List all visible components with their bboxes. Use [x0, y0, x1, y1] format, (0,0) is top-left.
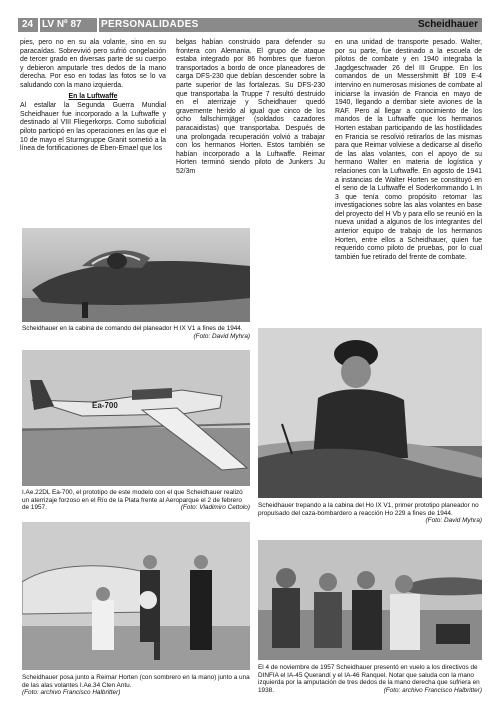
section-name: PERSONALIDADES	[101, 19, 199, 30]
photo-credit: (Foto: David Myhra)	[425, 517, 482, 525]
photo-climbing-cabin	[258, 328, 482, 498]
paragraph: pies, pero no en su ala volante, sino en su paracaídas. Sobrevivió pero sufrió congelación de tercer grado en diversas parte de su cuerpo y debieron amputarle tres dedos de la mano derecha. Por eso en todas las fotos se lo va saludando con la mano izquierda.	[20, 39, 166, 89]
text-column-1	[20, 39, 166, 156]
header-divider	[38, 18, 40, 32]
photo-credit: (Foto: Vladimiro Cettolo)	[180, 504, 250, 512]
photo-with-reimar-horten	[22, 522, 250, 670]
caption-5	[258, 664, 482, 694]
aircraft-marking: Ea-700	[92, 401, 118, 410]
caption-text: El 4 de noviembre de 1957 Scheidhauer presentó en vuelo a los directivos de DINFIA el IA-45 Querandí y el IA-46 Ranquel. Notar que saluda con la mano izquierda por la amputación de tres dedos de la mano derecha que sufriera en 1938.	[258, 664, 480, 694]
paragraph: Al estallar la Segunda Guerra Mundial Scheidhauer fue incorporado a la Luftwaffe y destinado al VIII Fliegerkorps. Como suboficial piloto participó en las operaciones en las que el 10 de mayo el Sturmgruppe Granit sometió a la línea de fortificaciones de Eben-Emael que los	[20, 102, 166, 153]
text-column-3	[335, 39, 482, 264]
magazine-issue: LV Nº 87	[42, 19, 82, 30]
caption-text: Scheidhauer trepando a la cabina del Ho IX V1, primer prototipo planeador no propulsado del caza-bombardero a reacción Ho 229 a fines de 1944.	[258, 502, 479, 517]
paragraph: en una unidad de transporte pesado. Walter, por su parte, fue destinado a la escuela de pilotos de combate y en 1940 integraba la Jagdgeschwader 26 del III Gruppe. En los comandos de un Messershmitt Bf 109 E-4 intervino en numerosas misiones de combate al iniciarse la invasión de Francia en mayo de 1940, llegando a derribar siete aviones de la RAF. Pero al llegar a conocimiento de los mandos de la Luftwaffe que los hermanos Horten estaban participando de las hostilidades en Francia se resolvió retirarlos de las mismas para que Reimar volviese a dedicarse al diseño de las alas volantes, con el apoyo de su hermano Walter en materia de logística y relaciones con la Luftwaffe. En agosto de 1941 a instancias de Walter Horten se constituyó en el seno de la Luftwaffe el Soderkommando L In 3 que tenía como propósito retomar las investigaciones sobre las alas volantes en base del proyecto del H Vb y para ello se reunió en la nueva unidad a algunos de los integrantes del anterior equipo de trabajo de los hermanos Horten, entre ellos a Scheidhauer, quien fue requerido como piloto de pruebas, por lo cual también fue retirado del frente de combate.	[335, 39, 482, 261]
page-number: 24	[22, 19, 34, 30]
caption-text: Scheidhauer posa junto a Reimar Horten (con sombrero en la mano) junto a una de las alas volantes I.Ae.34 Clen Antu.	[22, 674, 250, 689]
caption-text: I.Ae.22DL Ea-700, el prototipo de este modelo con el que Scheidhauer realizó un aterrizaje forzoso en el Río de la Plata frente al Aeroparque el 2 de febrero de 1957.	[22, 489, 243, 512]
caption-4	[22, 674, 250, 697]
page-header	[18, 18, 482, 32]
paragraph: belgas habían construido para defender su frontera con Alemania. El grupo de ataque estaba integrado por 86 hombres que fueron transportados a bordo de once planeadores de carga DFS-230 que debían descender sobre la parte superior de las fortalezas. Su DFS-230 que transportaba la Truppe 7 resultó destruido en el aterrizaje y Scheidhauer quedó gravemente herido al igual que cinco de los ocho fallschirmjäger (soldados cazadores paracaidistas) que transportaba. Después de una prolongada recuperación volvió a trabajar con los hermanos Horten. Estos también se habían incorporado a la Luftwaffe. Reimar Horten terminó siendo piloto de Junkers Ju 52/3m	[176, 39, 325, 175]
text-column-2	[176, 39, 325, 179]
photo-glider-cabin	[22, 228, 250, 322]
subheading: En la Luftwaffe	[68, 92, 118, 100]
article-title: Scheidhauer	[417, 19, 478, 30]
caption-text: Scheidhauer en la cabina de comando del planeador H IX V1 a fines de 1944.	[22, 325, 243, 332]
caption-3	[258, 502, 482, 525]
caption-1	[22, 325, 250, 340]
photo-credit: (Foto: David Myhra)	[193, 332, 250, 340]
photo-credit: (Foto: archivo Francisco Halbritter)	[383, 686, 482, 694]
caption-2	[22, 489, 250, 512]
header-divider	[97, 18, 99, 32]
photo-dinfia-directors	[258, 540, 482, 660]
photo-iae22dl	[22, 350, 250, 486]
photo-credit: (Foto: archivo Francisco Halbritter)	[22, 689, 121, 697]
